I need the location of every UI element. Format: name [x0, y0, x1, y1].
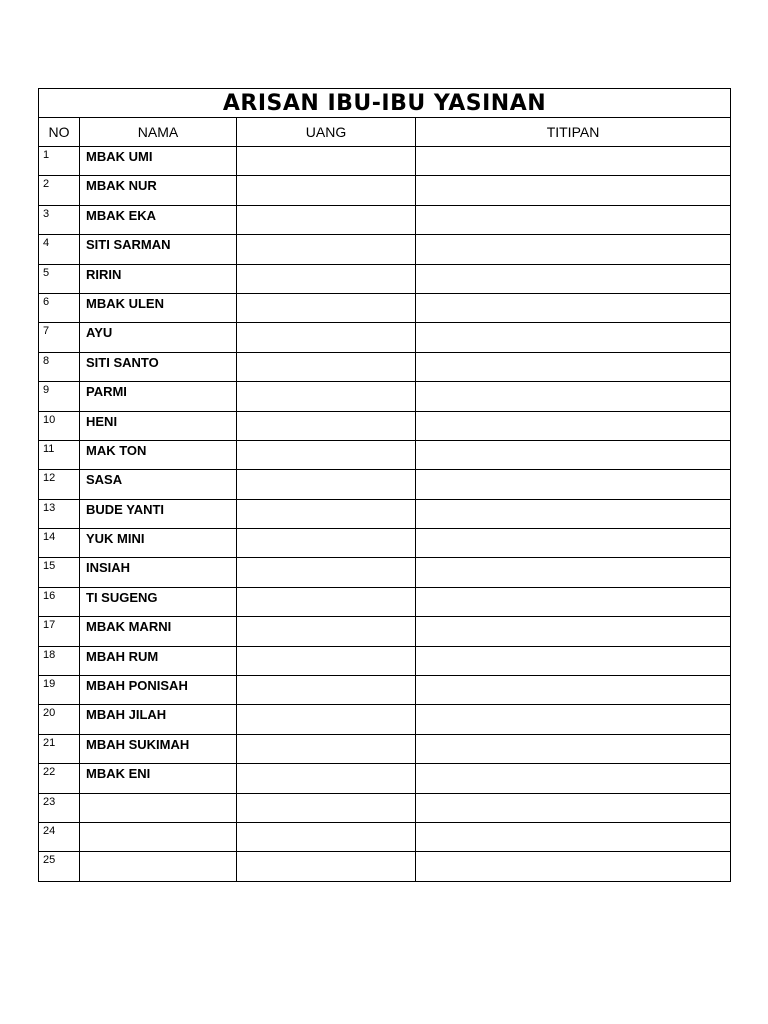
titipan-cell: [416, 470, 731, 499]
uang-cell: [237, 323, 416, 352]
row-number: 15: [39, 558, 80, 587]
table-row: [39, 558, 731, 587]
member-name: MBAK NUR: [80, 176, 237, 205]
titipan-cell: [416, 646, 731, 675]
titipan-cell: [416, 793, 731, 822]
uang-cell: [237, 676, 416, 705]
uang-cell: [237, 382, 416, 411]
table-row: [39, 764, 731, 793]
member-name: MBAK MARNI: [80, 617, 237, 646]
member-name: SITI SARMAN: [80, 235, 237, 264]
uang-cell: [237, 793, 416, 822]
row-number: 19: [39, 676, 80, 705]
titipan-cell: [416, 293, 731, 322]
member-name: RIRIN: [80, 264, 237, 293]
row-number: 20: [39, 705, 80, 734]
table-title: ARISAN IBU-IBU YASINAN: [39, 89, 731, 118]
titipan-cell: [416, 205, 731, 234]
row-number: 10: [39, 411, 80, 440]
titipan-cell: [416, 176, 731, 205]
table-row: [39, 176, 731, 205]
member-name: INSIAH: [80, 558, 237, 587]
member-name: MBAH SUKIMAH: [80, 734, 237, 763]
member-name: MBAK EKA: [80, 205, 237, 234]
row-number: 3: [39, 205, 80, 234]
table-row: [39, 499, 731, 528]
member-name: [80, 852, 237, 881]
titipan-cell: [416, 352, 731, 381]
table-row: [39, 323, 731, 352]
uang-cell: [237, 529, 416, 558]
uang-cell: [237, 205, 416, 234]
header-nama: NAMA: [80, 118, 237, 147]
table-row: [39, 587, 731, 616]
uang-cell: [237, 852, 416, 881]
row-number: 13: [39, 499, 80, 528]
member-name: MBAH JILAH: [80, 705, 237, 734]
titipan-cell: [416, 499, 731, 528]
table-row: [39, 205, 731, 234]
member-name: MBAK ENI: [80, 764, 237, 793]
member-name: MAK TON: [80, 440, 237, 469]
row-number: 9: [39, 382, 80, 411]
uang-cell: [237, 147, 416, 176]
table-row: [39, 793, 731, 822]
member-name: SASA: [80, 470, 237, 499]
table-row: [39, 734, 731, 763]
uang-cell: [237, 264, 416, 293]
titipan-cell: [416, 676, 731, 705]
table-row: [39, 617, 731, 646]
uang-cell: [237, 587, 416, 616]
table-row: [39, 352, 731, 381]
uang-cell: [237, 764, 416, 793]
titipan-cell: [416, 235, 731, 264]
table-row: [39, 676, 731, 705]
table-row: [39, 646, 731, 675]
row-number: 11: [39, 440, 80, 469]
member-name: SITI SANTO: [80, 352, 237, 381]
row-number: 25: [39, 852, 80, 881]
member-name: TI SUGENG: [80, 587, 237, 616]
member-name: MBAK UMI: [80, 147, 237, 176]
uang-cell: [237, 646, 416, 675]
titipan-cell: [416, 705, 731, 734]
row-number: 18: [39, 646, 80, 675]
table-row: [39, 440, 731, 469]
header-no: NO: [39, 118, 80, 147]
table-row: [39, 235, 731, 264]
member-name: YUK MINI: [80, 529, 237, 558]
row-number: 5: [39, 264, 80, 293]
uang-cell: [237, 440, 416, 469]
uang-cell: [237, 822, 416, 851]
titipan-cell: [416, 764, 731, 793]
header-uang: UANG: [237, 118, 416, 147]
row-number: 2: [39, 176, 80, 205]
uang-cell: [237, 411, 416, 440]
row-number: 17: [39, 617, 80, 646]
table-row: [39, 293, 731, 322]
table-row: [39, 411, 731, 440]
table-row: [39, 264, 731, 293]
uang-cell: [237, 558, 416, 587]
table-row: [39, 852, 731, 881]
row-number: 24: [39, 822, 80, 851]
uang-cell: [237, 470, 416, 499]
member-name: BUDE YANTI: [80, 499, 237, 528]
titipan-cell: [416, 411, 731, 440]
row-number: 8: [39, 352, 80, 381]
uang-cell: [237, 705, 416, 734]
uang-cell: [237, 734, 416, 763]
table-row: [39, 529, 731, 558]
uang-cell: [237, 293, 416, 322]
titipan-cell: [416, 529, 731, 558]
titipan-cell: [416, 587, 731, 616]
member-name: HENI: [80, 411, 237, 440]
titipan-cell: [416, 734, 731, 763]
titipan-cell: [416, 440, 731, 469]
table-row: [39, 705, 731, 734]
row-number: 21: [39, 734, 80, 763]
titipan-cell: [416, 323, 731, 352]
titipan-cell: [416, 264, 731, 293]
row-number: 6: [39, 293, 80, 322]
row-number: 7: [39, 323, 80, 352]
header-titipan: TITIPAN: [416, 118, 731, 147]
member-name: MBAH PONISAH: [80, 676, 237, 705]
member-name: MBAK ULEN: [80, 293, 237, 322]
member-name: PARMI: [80, 382, 237, 411]
row-number: 23: [39, 793, 80, 822]
uang-cell: [237, 499, 416, 528]
row-number: 1: [39, 147, 80, 176]
titipan-cell: [416, 617, 731, 646]
member-name: AYU: [80, 323, 237, 352]
uang-cell: [237, 352, 416, 381]
member-name: [80, 822, 237, 851]
row-number: 14: [39, 529, 80, 558]
uang-cell: [237, 617, 416, 646]
row-number: 16: [39, 587, 80, 616]
uang-cell: [237, 235, 416, 264]
titipan-cell: [416, 147, 731, 176]
table-row: [39, 382, 731, 411]
member-name: MBAH RUM: [80, 646, 237, 675]
uang-cell: [237, 176, 416, 205]
arisan-table: [38, 88, 731, 882]
table-row: [39, 470, 731, 499]
row-number: 12: [39, 470, 80, 499]
table-row: [39, 822, 731, 851]
titipan-cell: [416, 382, 731, 411]
titipan-cell: [416, 822, 731, 851]
titipan-cell: [416, 558, 731, 587]
row-number: 4: [39, 235, 80, 264]
member-name: [80, 793, 237, 822]
table-row: [39, 147, 731, 176]
titipan-cell: [416, 852, 731, 881]
row-number: 22: [39, 764, 80, 793]
